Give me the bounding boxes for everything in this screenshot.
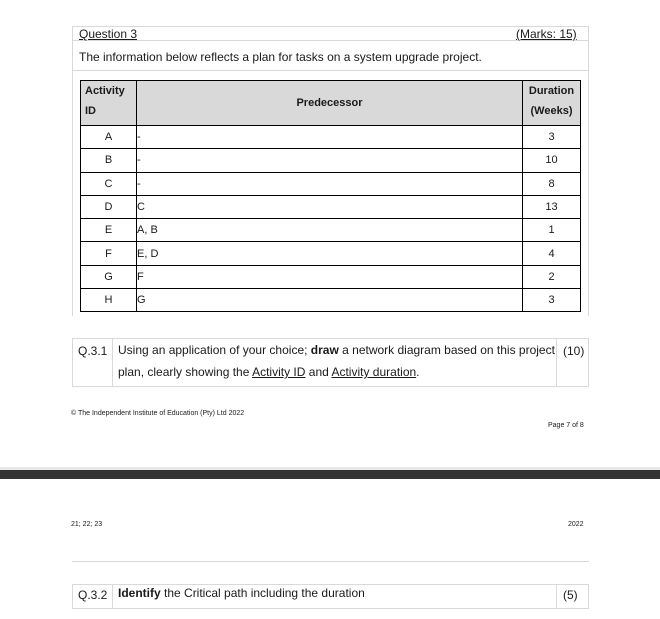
- predecessor-cell: A, B: [137, 219, 523, 242]
- page-break-band: [0, 470, 660, 479]
- table-row: [81, 126, 581, 149]
- page-header-year: 2022: [568, 521, 584, 528]
- table-row: [81, 265, 581, 288]
- q32-rule-top: [72, 561, 589, 562]
- column-divider: [556, 339, 557, 386]
- activity-id-cell: A: [81, 126, 137, 149]
- activity-id-cell: D: [81, 195, 137, 218]
- table-header-row: [81, 81, 581, 126]
- question-marks: (5): [563, 588, 578, 602]
- predecessor-cell: E, D: [137, 242, 523, 265]
- duration-cell: 1: [523, 219, 581, 242]
- question-marks: (Marks: 15): [516, 27, 577, 41]
- header-rule-bottom: [72, 40, 589, 41]
- question-title: Question 3: [79, 27, 138, 41]
- page-header-codes: 21; 22; 23: [71, 521, 103, 528]
- duration-cell: 3: [523, 289, 581, 312]
- activity-id-cell: C: [81, 172, 137, 195]
- predecessor-cell: -: [137, 149, 523, 172]
- question-verb: Identify: [118, 586, 161, 600]
- task-plan-table: [80, 80, 581, 312]
- question-number: Q.3.2: [78, 588, 108, 602]
- header-rule-top: [72, 26, 589, 27]
- predecessor-cell: G: [137, 289, 523, 312]
- column-divider: [556, 585, 557, 608]
- table-row: [81, 289, 581, 312]
- column-divider: [112, 585, 113, 608]
- header-predecessor: Predecessor: [137, 81, 523, 126]
- column-divider: [112, 339, 113, 386]
- activity-id-term: Activity ID: [252, 365, 306, 379]
- intro-rule: [72, 70, 589, 71]
- question-text-line1: Using an application of your choice; draw a network diagram based on this project: [118, 343, 555, 357]
- duration-cell: 3: [523, 126, 581, 149]
- question-verb: draw: [310, 343, 339, 357]
- question-text-line2: plan, clearly showing the Activity ID and Activity duration.: [118, 365, 420, 379]
- table-row: [81, 219, 581, 242]
- table-row: [81, 172, 581, 195]
- header-activity-id: Activity ID: [81, 81, 137, 126]
- activity-id-cell: F: [81, 242, 137, 265]
- predecessor-cell: F: [137, 265, 523, 288]
- predecessor-cell: C: [137, 195, 523, 218]
- page-number: Page 7 of 8: [548, 422, 584, 429]
- table-row: [81, 149, 581, 172]
- content-border-left: [72, 26, 73, 316]
- question-intro: The information below reflects a plan for tasks on a system upgrade project.: [79, 50, 482, 64]
- duration-cell: 8: [523, 172, 581, 195]
- duration-cell: 4: [523, 242, 581, 265]
- activity-id-cell: E: [81, 219, 137, 242]
- table-row: [81, 195, 581, 218]
- copyright-notice: © The Independent Institute of Education (Pty) Ltd 2022: [71, 410, 245, 417]
- table-row: [81, 242, 581, 265]
- predecessor-cell: -: [137, 126, 523, 149]
- duration-cell: 2: [523, 265, 581, 288]
- question-number: Q.3.1: [78, 344, 108, 358]
- question-marks: (10): [563, 344, 585, 358]
- question-3-2-block: [72, 584, 589, 609]
- activity-id-cell: H: [81, 289, 137, 312]
- content-border-right: [588, 26, 589, 316]
- question-3-1-block: [72, 338, 589, 387]
- activity-id-cell: B: [81, 149, 137, 172]
- activity-id-cell: G: [81, 265, 137, 288]
- duration-cell: 13: [523, 195, 581, 218]
- predecessor-cell: -: [137, 172, 523, 195]
- header-duration: Duration (Weeks): [523, 81, 581, 126]
- duration-cell: 10: [523, 149, 581, 172]
- question-text: Identify the Critical path including the duration: [118, 586, 365, 600]
- activity-duration-term: Activity duration: [331, 365, 417, 379]
